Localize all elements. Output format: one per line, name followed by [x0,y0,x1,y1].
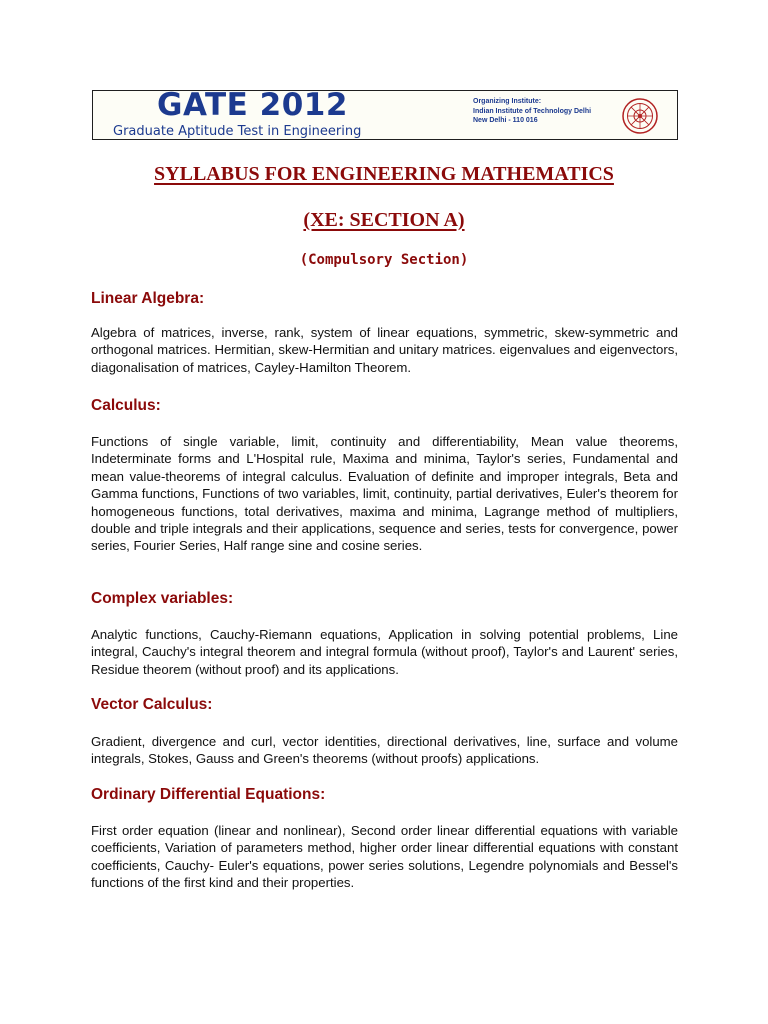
gate-banner [92,90,678,140]
banner-subtitle: Graduate Aptitude Test in Engineering [113,124,362,139]
banner-title: GATE 2012 [157,90,348,123]
heading-calculus: Calculus: [91,397,161,414]
text-ordinary-differential-equations: First order equation (linear and nonlinear), Second order linear differential equations with variable coefficients, Variation of parameters method, higher order linear differential equations with constant coefficients, Cauchy- Euler's equations, power series solutions, Legendre polynomials and Bessel's functions of the first kind and their properties. [91,823,678,891]
org-address: New Delhi - 110 016 [473,117,538,124]
text-calculus: Functions of single variable, limit, continuity and differentiability, Mean value theorems, Indeterminate forms and L'Hospital rule, Maxima and minima, Taylor's series, Fundamental and mean value-theorems of integral calculus. Evaluation of definite and improper integrals, Beta and Gamma functions, Functions of two variables, limit, continuity, partial derivatives, Euler's theorem for homogeneous functions, total derivatives, maxima and minima, Lagrange method of multipliers, double and triple integrals and their applications, sequence and series, tests for convergence, power series, Fourier Series, Half range sine and cosine series. [91,434,678,554]
section-subtitle-text: (XE: SECTION A) [303,209,465,231]
text-vector-calculus: Gradient, divergence and curl, vector identities, directional derivatives, line, surface and volume integrals, Stokes, Gauss and Green's theorems (without proofs) applications. [91,734,678,767]
compulsory-note: (Compulsory Section) [299,252,469,268]
heading-linear-algebra: Linear Algebra: [91,290,205,307]
heading-vector-calculus: Vector Calculus: [91,696,213,713]
text-complex-variables: Analytic functions, Cauchy-Riemann equations, Application in solving potential problems, Line integral, Cauchy's integral theorem and integral formula (without proof), Taylor's and Laurent' series, Residue theorem (without proof) and its applications. [91,627,678,677]
heading-complex-variables: Complex variables: [91,590,234,607]
org-label: Organizing Institute: [473,98,542,105]
text-linear-algebra: Algebra of matrices, inverse, rank, system of linear equations, symmetric, skew-symmetric and orthogonal matrices. Hermitian, skew-Hermitian and unitary matrices. eigenvalues and eigenvectors, diagonalisation of matrices, Cayley-Hamilton Theorem. [91,325,678,375]
page-title: SYLLABUS FOR ENGINEERING MATHEMATICS [154,163,614,185]
section-subtitle [0,209,768,232]
org-name: Indian Institute of Technology Delhi [473,107,592,115]
iit-delhi-emblem-icon [621,97,659,135]
organizing-institute [473,97,591,126]
heading-ordinary-differential-equations: Ordinary Differential Equations: [91,786,326,803]
